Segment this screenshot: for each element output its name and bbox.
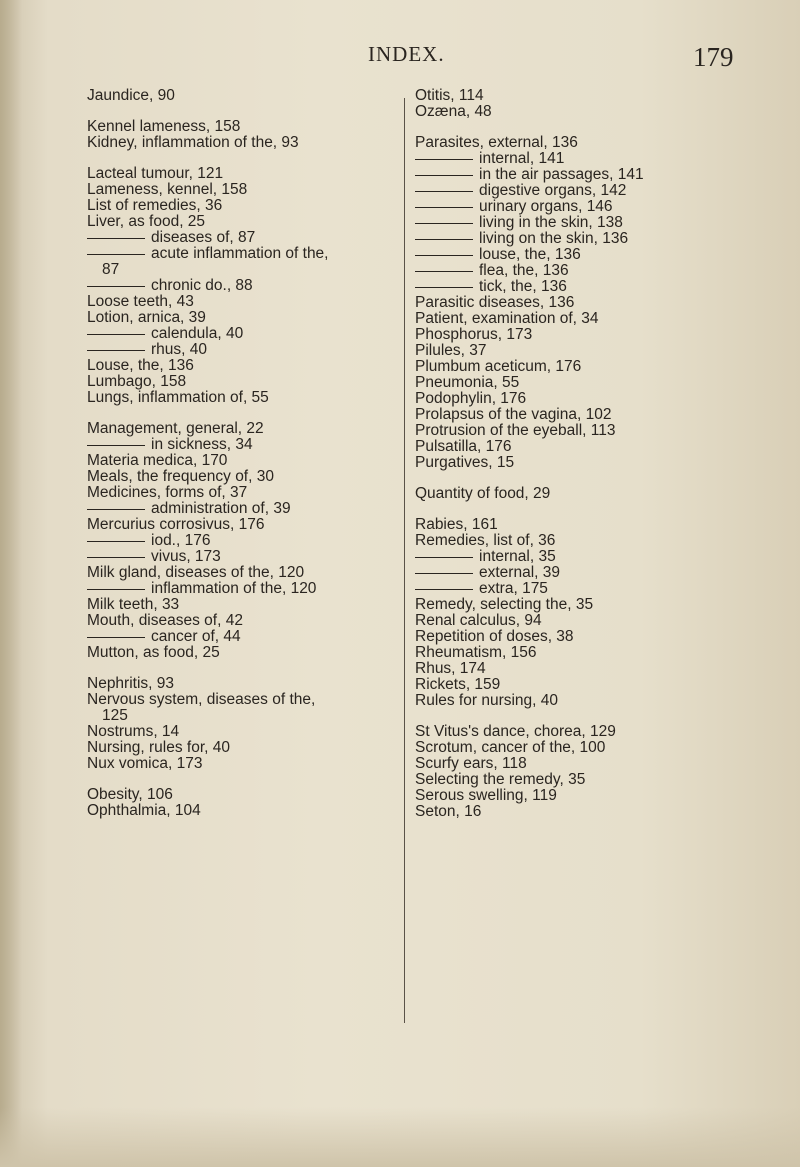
index-subentry [87,581,392,597]
ditto-dash [415,573,473,574]
ditto-dash [415,557,473,558]
index-entry: Scrotum, cancer of the, 100 [415,739,606,756]
index-entry: List of remedies, 36 [87,197,223,214]
index-letter-group [415,135,750,471]
index-entry: Lotion, arnica, 39 [87,309,206,326]
index-subentry [415,565,750,581]
ditto-dash [415,159,473,160]
index-entry: Quantity of food, 29 [415,485,551,502]
index-entry: Ozæna, 48 [415,103,492,120]
ditto-dash [87,350,145,351]
index-letter-group [87,787,392,819]
index-letter-group [87,88,392,104]
index-entry: St Vitus's dance, chorea, 129 [415,723,616,740]
index-subentry-text: iod., 176 [151,532,211,549]
index-entry: Nervous system, diseases of the, [87,691,316,708]
page-spine-shadow [0,0,22,1167]
ditto-dash [87,254,145,255]
index-entry: Podophylin, 176 [415,390,527,407]
index-subentry [87,437,392,453]
index-subentry [415,549,750,565]
index-entry: Kidney, inflammation of the, 93 [87,134,299,151]
index-entry: Serous swelling, 119 [415,787,557,804]
index-subentry-text: urinary organs, 146 [479,198,613,215]
index-entry: Lungs, inflammation of, 55 [87,389,269,406]
index-entry: Nux vomica, 173 [87,755,203,772]
index-subentry [87,549,392,565]
index-entry: Repetition of doses, 38 [415,628,574,645]
index-entry: Meals, the frequency of, 30 [87,468,274,485]
index-column-right [415,88,750,820]
ditto-dash [87,286,145,287]
index-subentry-text: inflammation of the, 120 [151,580,317,597]
index-subentry-text: cancer of, 44 [151,628,241,645]
index-subentry-text: acute inflammation of the, [151,245,329,262]
index-entry: Loose teeth, 43 [87,293,194,310]
index-subentry-text: internal, 141 [479,150,565,167]
ditto-dash [415,255,473,256]
index-entry: Remedy, selecting the, 35 [415,596,594,613]
index-subentry-text: internal, 35 [479,548,556,565]
index-letter-group [87,166,392,406]
index-subentry-text: administration of, 39 [151,500,291,517]
ditto-dash [87,557,145,558]
index-entry-continuation: 87 [102,261,120,278]
index-subentry [415,231,750,247]
index-entry: Lumbago, 158 [87,373,187,390]
index-subentry [415,279,750,295]
ditto-dash [415,589,473,590]
index-entry: Purgatives, 15 [415,454,515,471]
index-entry: Seton, 16 [415,803,482,820]
index-subentry [87,246,392,262]
index-subentry [87,278,392,294]
index-letter-group [415,88,750,120]
index-entry: Nephritis, 93 [87,675,175,692]
index-letter-group [415,724,750,820]
index-subentry [87,342,392,358]
index-subentry [87,629,392,645]
ditto-dash [87,541,145,542]
index-entry: Selecting the remedy, 35 [415,771,586,788]
page-bottom-edge [0,1107,800,1167]
index-entry: Prolapsus of the vagina, 102 [415,406,612,423]
index-subentry [415,581,750,597]
index-entry: Protrusion of the eyeball, 113 [415,422,616,439]
index-entry: Nostrums, 14 [87,723,180,740]
index-entry: Louse, the, 136 [87,357,194,374]
index-entry: Parasitic diseases, 136 [415,294,575,311]
index-subentry-text: external, 39 [479,564,560,581]
index-entry: Obesity, 106 [87,786,173,803]
index-entry: Liver, as food, 25 [87,213,206,230]
index-subentry-text: digestive organs, 142 [479,182,627,199]
index-column-left [87,88,392,819]
ditto-dash [87,589,145,590]
index-entry: Medicines, forms of, 37 [87,484,248,501]
ditto-dash [87,238,145,239]
index-entry: Mouth, diseases of, 42 [87,612,243,629]
index-entry: Rhus, 174 [415,660,486,677]
ditto-dash [87,445,145,446]
index-entry: Remedies, list of, 36 [415,532,556,549]
index-subentry [415,151,750,167]
ditto-dash [415,207,473,208]
index-subentry-text: rhus, 40 [151,341,208,358]
index-subentry [87,326,392,342]
index-entry: Rheumatism, 156 [415,644,537,661]
index-entry: Management, general, 22 [87,420,264,437]
index-entry: Rickets, 159 [415,676,501,693]
index-letter-group [415,486,750,502]
index-entry: Lacteal tumour, 121 [87,165,224,182]
index-entry: Pneumonia, 55 [415,374,520,391]
index-entry: Rabies, 161 [415,516,498,533]
index-subentry-text: tick, the, 136 [479,278,567,295]
ditto-dash [415,271,473,272]
index-subentry-text: diseases of, 87 [151,229,256,246]
index-subentry [415,247,750,263]
index-entry: Jaundice, 90 [87,87,175,104]
index-letter-group [87,119,392,151]
index-entry: Ophthalmia, 104 [87,802,201,819]
ditto-dash [415,175,473,176]
index-subentry-text: louse, the, 136 [479,246,581,263]
index-entry: Kennel lameness, 158 [87,118,241,135]
index-entry: Milk teeth, 33 [87,596,180,613]
index-subentry [415,199,750,215]
index-subentry [415,183,750,199]
index-subentry [87,501,392,517]
index-subentry-text: calendula, 40 [151,325,244,342]
index-entry: Renal calculus, 94 [415,612,542,629]
index-entry: Otitis, 114 [415,87,484,104]
index-entry: Plumbum aceticum, 176 [415,358,582,375]
index-letter-group [415,517,750,709]
index-entry: Pulsatilla, 176 [415,438,512,455]
index-entry-continuation: 125 [102,707,128,724]
index-subentry-text: living on the skin, 136 [479,230,629,247]
ditto-dash [415,287,473,288]
page-number: 179 [693,42,734,72]
index-subentry-text: in the air passages, 141 [479,166,644,183]
column-divider [404,98,405,1023]
ditto-dash [415,191,473,192]
index-entry: Parasites, external, 136 [415,134,578,151]
index-entry: Phosphorus, 173 [415,326,533,343]
ditto-dash [415,239,473,240]
index-subentry-text: chronic do., 88 [151,277,253,294]
index-entry: Milk gland, diseases of the, 120 [87,564,305,581]
index-subentry [415,167,750,183]
index-entry: Nursing, rules for, 40 [87,739,231,756]
index-entry: Materia medica, 170 [87,452,228,469]
index-subentry [87,230,392,246]
index-subentry-text: flea, the, 136 [479,262,569,279]
index-letter-group [87,676,392,772]
index-entry: Scurfy ears, 118 [415,755,527,772]
running-head: INDEX. [368,42,445,66]
ditto-dash [415,223,473,224]
index-entry: Mercurius corrosivus, 176 [87,516,265,533]
index-subentry [87,533,392,549]
index-entry: Rules for nursing, 40 [415,692,559,709]
index-subentry [415,215,750,231]
index-entry: Pilules, 37 [415,342,487,359]
ditto-dash [87,509,145,510]
ditto-dash [87,334,145,335]
index-subentry-text: in sickness, 34 [151,436,253,453]
index-entry: Lameness, kennel, 158 [87,181,248,198]
index-subentry-text: living in the skin, 138 [479,214,623,231]
index-entry: Patient, examination of, 34 [415,310,599,327]
index-entry: Mutton, as food, 25 [87,644,220,661]
index-subentry-text: extra, 175 [479,580,548,597]
index-subentry [415,263,750,279]
index-subentry-text: vivus, 173 [151,548,221,565]
ditto-dash [87,637,145,638]
index-letter-group [87,421,392,661]
